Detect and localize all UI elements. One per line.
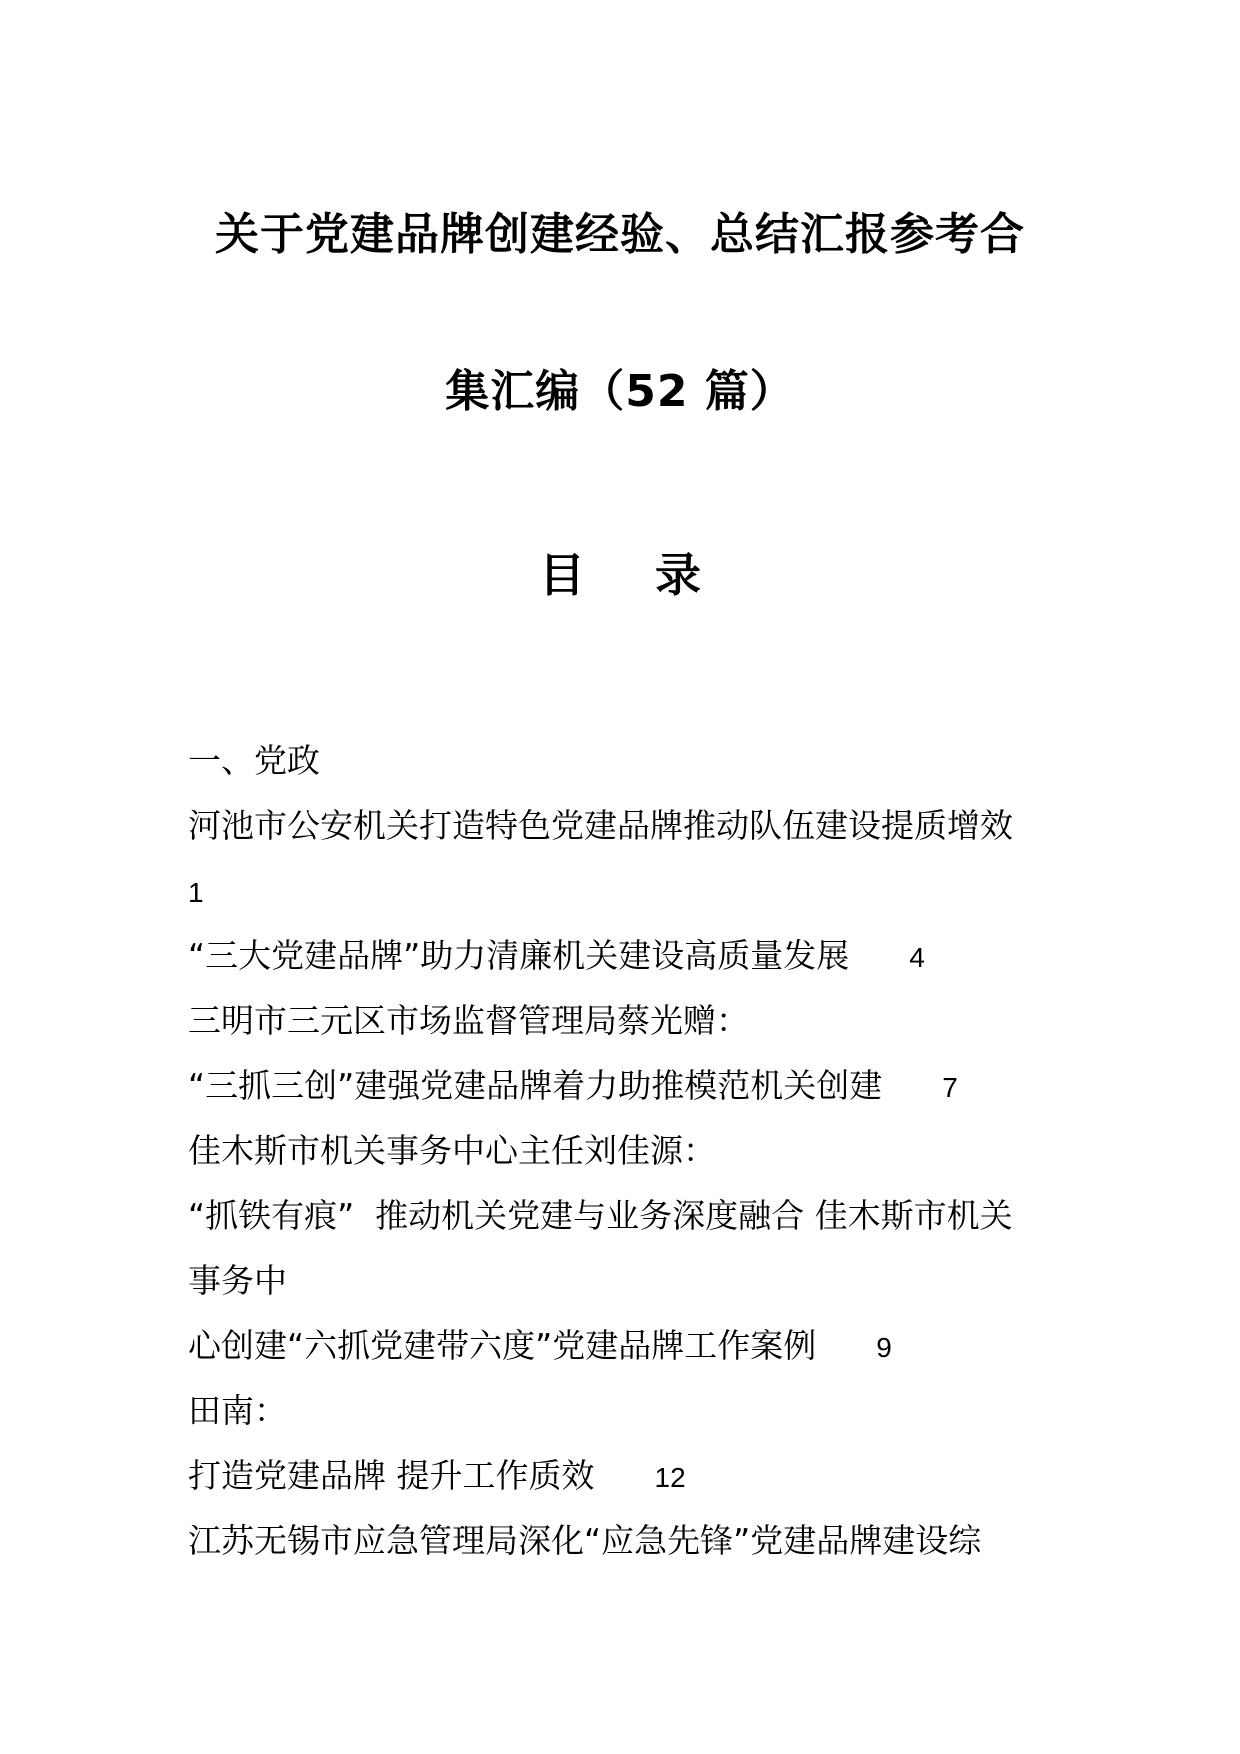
document-title-line-1: 关于党建品牌创建经验、总结汇报参考合: [215, 209, 1025, 260]
toc-row: [188, 793, 1068, 858]
toc-entry-text: “三抓三创”建强党建品牌着力助推模范机关创建: [188, 1066, 883, 1105]
toc-row: [188, 1053, 1068, 1118]
toc-entry-text: 三明市三元区市场监督管理局蔡光赠：: [188, 1001, 749, 1040]
toc-row: [188, 988, 1068, 1053]
toc-page-number: 7: [942, 1072, 958, 1103]
toc-row: [188, 1443, 1068, 1508]
toc-entry-text: “三大党建品牌”助力清廉机关建设高质量发展: [188, 936, 850, 975]
toc-entry-text: 事务中: [188, 1261, 287, 1300]
toc-row: [188, 1118, 1068, 1183]
toc-row: [188, 858, 1068, 923]
toc-entry-text: 心创建“六抓党建带六度”党建品牌工作案例: [188, 1326, 817, 1365]
toc-page-number: 12: [654, 1462, 686, 1493]
toc-entry-text: 佳木斯市机关事务中心主任刘佳源：: [188, 1131, 716, 1170]
toc-entry-text: “抓铁有痕” 推动机关党建与业务深度融合 佳木斯市机关: [188, 1196, 1013, 1235]
toc-row: [188, 1248, 1068, 1313]
toc-page-number: 9: [876, 1332, 892, 1363]
toc-page-number: 4: [909, 942, 925, 973]
toc-row: [188, 1313, 1068, 1378]
toc-row: [188, 1183, 1068, 1248]
table-of-contents: [188, 728, 1068, 1573]
toc-row: [188, 1508, 1068, 1573]
toc-row: [188, 923, 1068, 988]
toc-row: [188, 1378, 1068, 1443]
toc-page-number: 1: [188, 877, 204, 908]
document-title-line-2: 集汇编（52 篇）: [445, 366, 795, 417]
toc-entry-text: 打造党建品牌 提升工作质效: [188, 1456, 595, 1495]
toc-entry-text: 河池市公安机关打造特色党建品牌推动队伍建设提质增效: [188, 806, 1013, 845]
toc-heading: 目录: [539, 548, 771, 602]
toc-entry-text: 一、党政: [188, 741, 320, 780]
toc-entry-text: 江苏无锡市应急管理局深化“应急先锋”党建品牌建设综: [188, 1521, 982, 1560]
toc-entry-text: 田南：: [188, 1391, 287, 1430]
toc-row: [188, 728, 1068, 793]
